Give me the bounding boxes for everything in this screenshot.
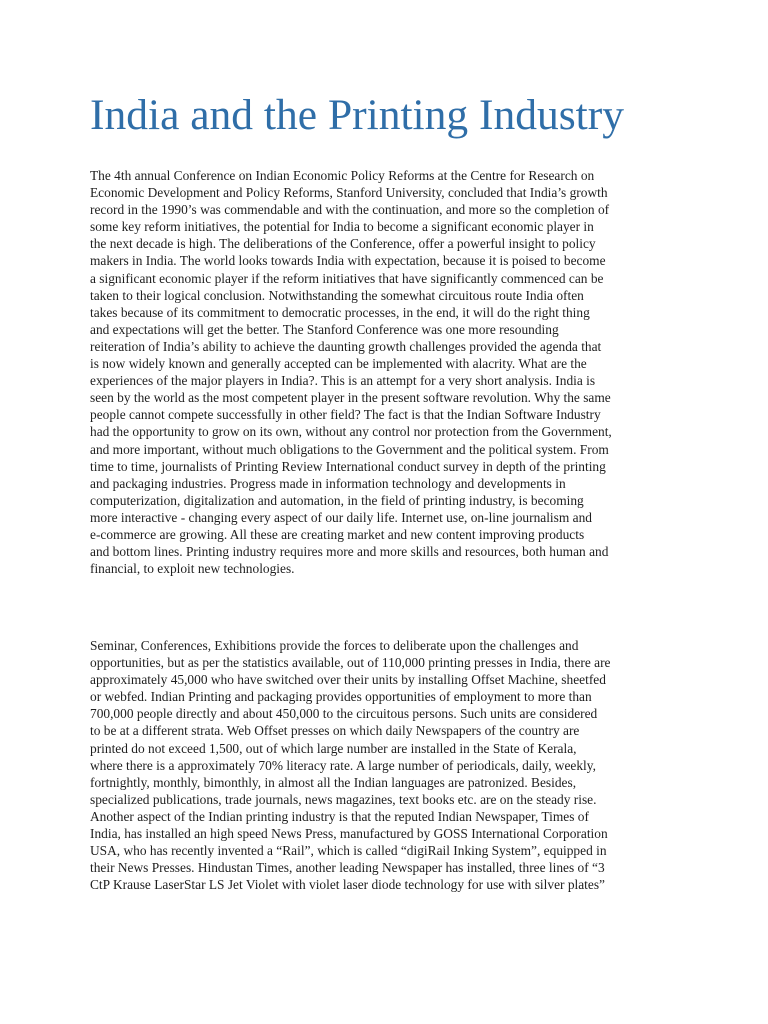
text-line: is now widely known and generally accepted can be implemented with alacrity. What are the [90, 356, 587, 372]
text-line: approximately 45,000 who have switched over their units by installing Offset Machine, sheetfed [90, 672, 606, 688]
text-line: record in the 1990’s was commendable and with the continuation, and more so the completion of [90, 202, 610, 218]
text-line: CtP Krause LaserStar LS Jet Violet with violet laser diode technology for use with silver plates” [90, 877, 605, 893]
text-line: where there is a approximately 70% literacy rate. A large number of periodicals, daily, weekly, [90, 757, 596, 773]
text-line: to be at a different strata. Web Offset presses on which daily Newspapers of the country are [90, 723, 580, 739]
text-line: and more important, without much obligations to the Government and the political system. From [90, 441, 609, 457]
text-line: people cannot compete successfully in other field? The fact is that the Indian Software Industry [90, 407, 601, 423]
text-line: specialized publications, trade journals, news magazines, text books etc. are on the steady rise. [90, 791, 597, 807]
text-line: experiences of the major players in India?. This is an attempt for a very short analysis. India is [90, 373, 596, 389]
text-line: opportunities, but as per the statistics available, out of 110,000 printing presses in India, there are [90, 655, 611, 671]
text-line: USA, who has recently invented a “Rail”, which is called “digiRail Inking System”, equipped in [90, 843, 607, 859]
paragraph-2 [90, 637, 682, 893]
text-line: The 4th annual Conference on Indian Economic Policy Reforms at the Centre for Research on [90, 168, 595, 183]
text-line: some key reform initiatives, the potential for India to become a significant economic player in [90, 219, 594, 235]
text-line: seen by the world as the most competent player in the present software revolution. Why the same [90, 390, 611, 406]
text-line: fortnightly, monthly, bimonthly, in almost all the Indian languages are patronized. Besides, [90, 774, 577, 790]
text-line: taken to their logical conclusion. Notwithstanding the somewhat circuitous route India often [90, 287, 584, 303]
text-line: Seminar, Conferences, Exhibitions provide the forces to deliberate upon the challenges and [90, 638, 579, 653]
text-line: computerization, digitalization and automation, in the field of printing industry, is becoming [90, 492, 584, 508]
text-line: India, has installed an high speed News Press, manufactured by GOSS International Corporation [90, 826, 608, 842]
text-line: takes because of its commitment to democratic processes, in the end, it will do the right thing [90, 304, 590, 320]
text-line: or webfed. Indian Printing and packaging provides opportunities of employment to more than [90, 689, 592, 705]
text-line: financial, to exploit new technologies. [90, 561, 295, 577]
text-line: a significant economic player if the reform initiatives that have significantly commenced can be [90, 270, 604, 286]
text-line: reiteration of India’s ability to achieve the daunting growth challenges provided the agenda that [90, 338, 602, 354]
text-line: their News Presses. Hindustan Times, another leading Newspaper has installed, three lines of “3 [90, 860, 605, 876]
text-line: the next decade is high. The deliberations of the Conference, offer a powerful insight to policy [90, 236, 596, 252]
text-line: more interactive - changing every aspect of our daily life. Internet use, on-line journalism and [90, 509, 592, 525]
text-line: time to time, journalists of Printing Review International conduct survey in depth of the printing [90, 458, 606, 474]
text-line: makers in India. The world looks towards India with expectation, because it is poised to become [90, 253, 606, 269]
document-title: India and the Printing Industry [90, 91, 625, 139]
text-line: and bottom lines. Printing industry requires more and more skills and resources, both human and [90, 544, 609, 560]
text-line: 700,000 people directly and about 450,000 to the circuitous persons. Such units are considered [90, 706, 598, 722]
paragraph-1 [90, 167, 682, 577]
text-line: Economic Development and Policy Reforms, Stanford University, concluded that India’s growth [90, 185, 608, 201]
text-line: Another aspect of the Indian printing industry is that the reputed Indian Newspaper, Times of [90, 808, 589, 824]
text-line: and packaging industries. Progress made in information technology and developments in [90, 475, 566, 491]
text-line: e-commerce are growing. All these are creating market and new content improving products [90, 526, 585, 542]
text-line: printed do not exceed 1,500, out of which large number are installed in the State of Kerala, [90, 740, 577, 756]
text-line: and expectations will get the better. The Stanford Conference was one more resounding [90, 321, 559, 337]
text-line: had the opportunity to grow on its own, without any control nor protection from the Government, [90, 424, 612, 440]
